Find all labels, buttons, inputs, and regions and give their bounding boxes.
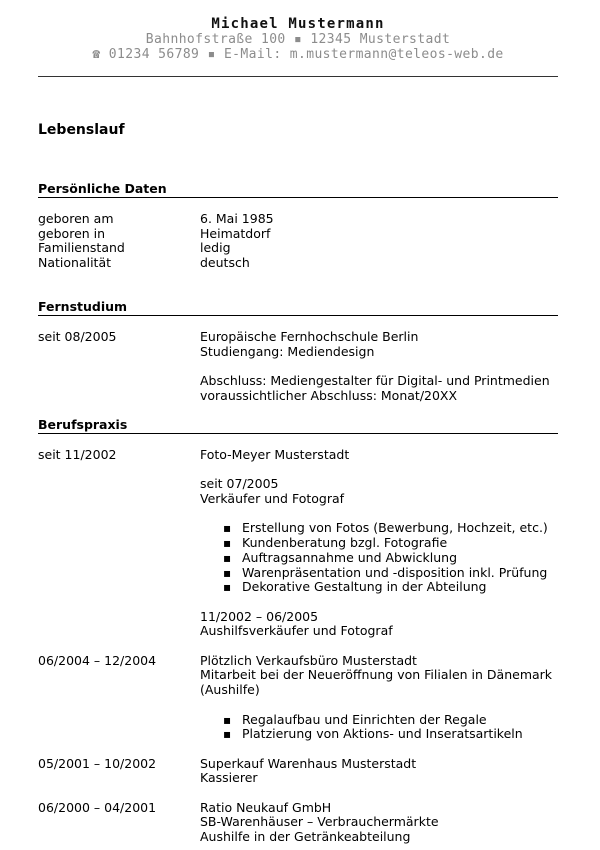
study-entry: [38, 330, 558, 404]
entry-company: Plötzlich Verkaufsbüro Musterstadt: [200, 652, 417, 668]
data-row: [38, 212, 558, 227]
entry-line: (Aushilfe): [200, 682, 260, 698]
data-row: [38, 241, 558, 256]
list-item: ▪ Auftragsannahme und Abwicklung: [242, 551, 558, 566]
work-entry: [38, 448, 558, 639]
entry-line: Europäische Fernhochschule Berlin: [200, 329, 419, 344]
row-value: ledig: [200, 240, 231, 256]
task-list: [200, 713, 558, 742]
row-label: Familienstand: [38, 240, 125, 256]
contact-details: 01234 56789 ▪ E-Mail: m.mustermann@teleos-web.de: [108, 47, 504, 62]
entry-line: Studiengang: Mediendesign: [200, 343, 375, 359]
section-heading: Fernstudium: [38, 299, 558, 316]
list-item: ▪ Platzierung von Aktions- und Inseratsartikeln: [242, 727, 558, 742]
data-row: [38, 227, 558, 242]
section-work-experience: [38, 417, 558, 845]
list-item: ▪ Erstellung von Fotos (Bewerbung, Hochzeit, etc.): [242, 521, 558, 536]
work-entry: [38, 654, 558, 742]
entry-line: 11/2002 – 06/2005: [200, 608, 319, 624]
row-value: deutsch: [200, 255, 250, 271]
data-row: [38, 256, 558, 271]
section-heading: Berufspraxis: [38, 417, 558, 434]
row-label: geboren am: [38, 211, 114, 226]
address-line: Bahnhofstraße 100 ▪ 12345 Musterstadt: [145, 32, 451, 47]
work-entry: [38, 801, 558, 845]
row-value: 6. Mai 1985: [200, 211, 274, 226]
list-item: ▪ Dekorative Gestaltung in der Abteilung: [242, 580, 558, 595]
entry-date: 06/2000 – 04/2001: [38, 799, 157, 815]
row-label: Nationalität: [38, 255, 112, 271]
list-item: ▪ Kundenberatung bzgl. Fotografie: [242, 536, 558, 551]
entry-line: voraussichtlicher Abschluss: Monat/20XX: [200, 387, 458, 403]
list-item: ▪ Warenpräsentation und -disposition inkl. Prüfung: [242, 566, 558, 581]
row-label: geboren in: [38, 225, 106, 241]
entry-date: seit 11/2002: [38, 447, 117, 462]
entry-role: Aushilfe in der Getränkeabteilung: [200, 829, 411, 845]
contact-line: [38, 47, 558, 62]
work-entry: [38, 757, 558, 786]
entry-date: seit 08/2005: [38, 329, 117, 344]
header-divider: [38, 76, 558, 77]
task-list: [200, 521, 558, 595]
letterhead: [38, 16, 558, 62]
entry-line: Abschluss: Mediengestalter für Digital- und Printmedien: [200, 373, 550, 389]
entry-role: Kassierer: [200, 770, 258, 786]
section-distance-study: [38, 299, 558, 404]
entry-company: Foto-Meyer Musterstadt: [200, 447, 350, 462]
row-value: Heimatdorf: [200, 225, 271, 241]
applicant-name: Michael Mustermann: [211, 16, 385, 32]
entry-role: Verkäufer und Fotograf: [200, 491, 345, 507]
entry-line: SB-Warenhäuser – Verbrauchermärkte: [200, 814, 439, 830]
entry-date: 05/2001 – 10/2002: [38, 755, 157, 771]
entry-company: Ratio Neukauf GmbH: [200, 799, 332, 815]
entry-date: 06/2004 – 12/2004: [38, 652, 157, 668]
list-item: ▪ Regalaufbau und Einrichten der Regale: [242, 713, 558, 728]
entry-line: Mitarbeit bei der Neueröffnung von Filialen in Dänemark: [200, 667, 553, 683]
entry-company: Superkauf Warenhaus Musterstadt: [200, 755, 417, 771]
page-title: Lebenslauf: [38, 122, 125, 138]
entry-line: seit 07/2005: [200, 476, 279, 492]
phone-icon: ☎: [92, 47, 101, 62]
section-personal-data: [38, 181, 558, 271]
section-heading: Persönliche Daten: [38, 181, 558, 198]
entry-role: Aushilfsverkäufer und Fotograf: [200, 623, 393, 639]
